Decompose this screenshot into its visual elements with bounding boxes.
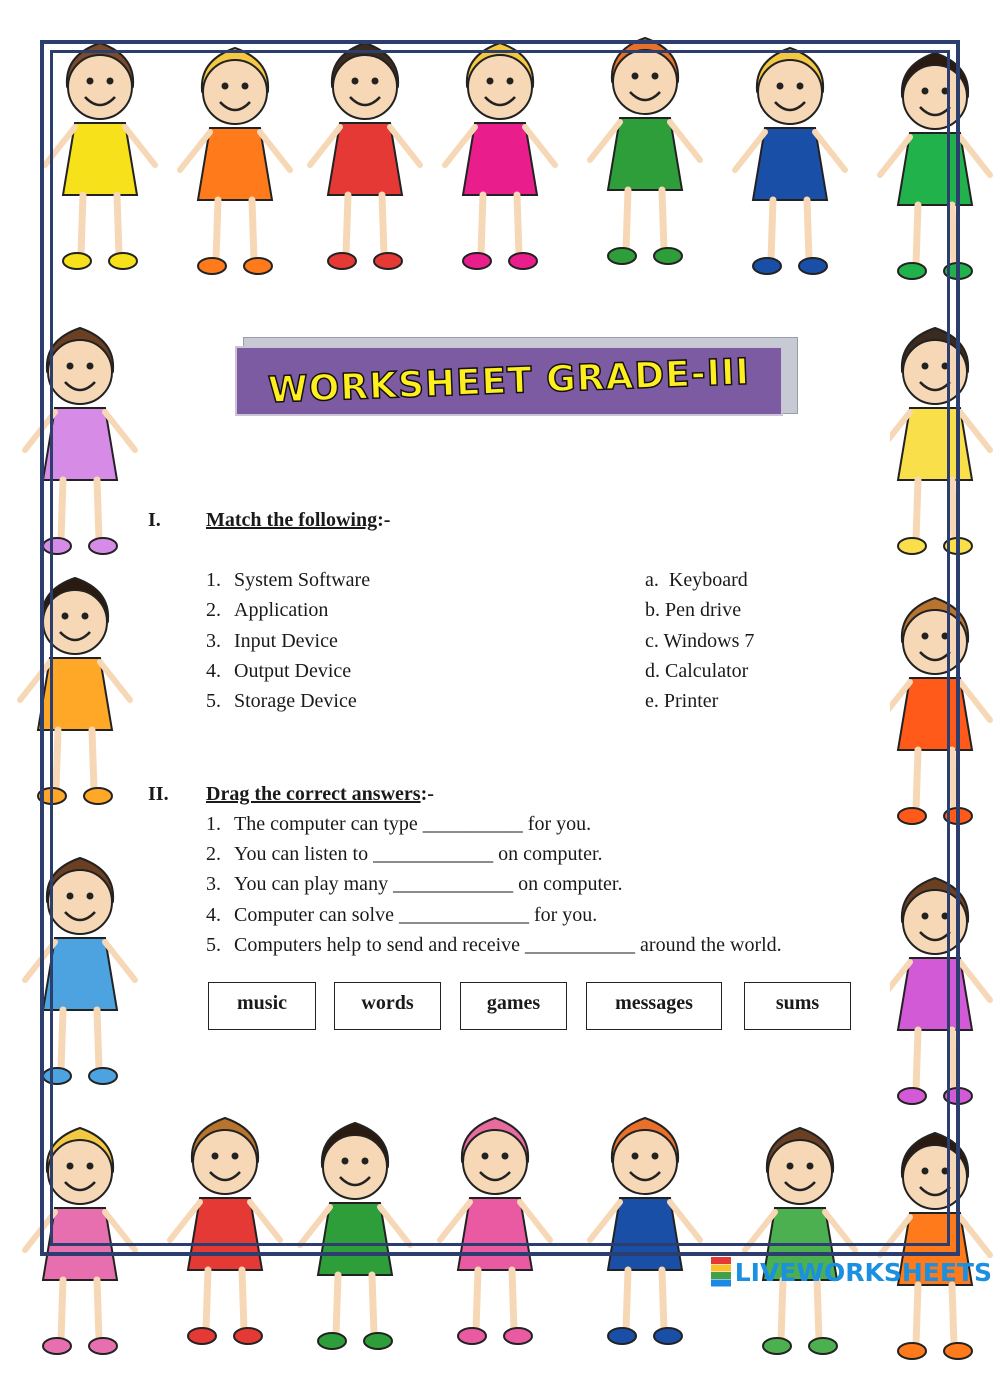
section-1-heading-text: Match the following [206,509,378,531]
section-2-number: II. [148,783,169,805]
sentence-text: Computer can solve _____________ for you. [234,903,598,926]
item-text: Storage Device [234,690,357,713]
match-left-item [206,630,338,653]
sentence-text: The computer can type __________ for you. [234,813,592,835]
item-number: 4. [206,659,221,682]
item-number: 1. [206,813,221,835]
answer-chip-music[interactable]: music [208,982,316,1030]
answer-chip-games[interactable]: games [460,982,567,1030]
match-left-item [206,690,357,713]
sentence-text: You can play many ____________ on computer. [234,873,623,896]
liveworksheets-logo-text: LIVEWORKSHEETS [734,1257,992,1287]
answer-chip-words[interactable]: words [334,982,441,1030]
match-left-item [206,599,328,622]
match-right-item: a. Keyboard [645,569,748,591]
match-right-item: b. Pen drive [645,599,742,622]
section-2-heading [206,783,434,806]
fill-blank-sentence [206,934,782,957]
item-number: 5. [206,690,221,713]
fill-blank-sentence [206,813,591,836]
sentence-text: Computers help to send and receive ___________ around the world. [234,933,782,956]
item-number: 2. [206,843,221,866]
match-right-item: d. Calculator [645,659,749,682]
live-badge-icon [711,1257,731,1287]
item-number: 3. [206,629,221,652]
match-right-item: c. Windows 7 [645,629,755,652]
answer-chip-messages[interactable]: messages [586,982,722,1030]
worksheet-title: WORKSHEET GRADE-III [267,351,751,411]
section-1-heading-suffix: :- [377,509,391,531]
fill-blank-sentence [206,843,603,866]
match-left-item [206,660,351,683]
section-2-heading-text: Drag the correct answers [206,783,421,805]
fill-blank-sentence [206,873,623,896]
item-number: 3. [206,873,221,896]
item-text: System Software [234,569,371,591]
item-text: Application [234,599,329,622]
answer-chip-sums[interactable]: sums [744,982,851,1030]
section-1-heading [206,509,390,532]
section-2-heading-suffix: :- [420,783,434,805]
sentence-text: You can listen to ____________ on computer. [234,843,603,866]
match-left-item [206,569,370,592]
section-1-number: I. [148,509,161,531]
item-number: 5. [206,933,221,956]
match-right-item: e. Printer [645,690,719,713]
item-number: 1. [206,569,221,591]
item-text: Output Device [234,659,352,682]
item-number: 4. [206,903,221,926]
item-text: Input Device [234,629,338,652]
fill-blank-sentence [206,904,597,927]
item-number: 2. [206,599,221,622]
liveworksheets-logo [711,1255,992,1289]
title-banner [235,346,783,416]
